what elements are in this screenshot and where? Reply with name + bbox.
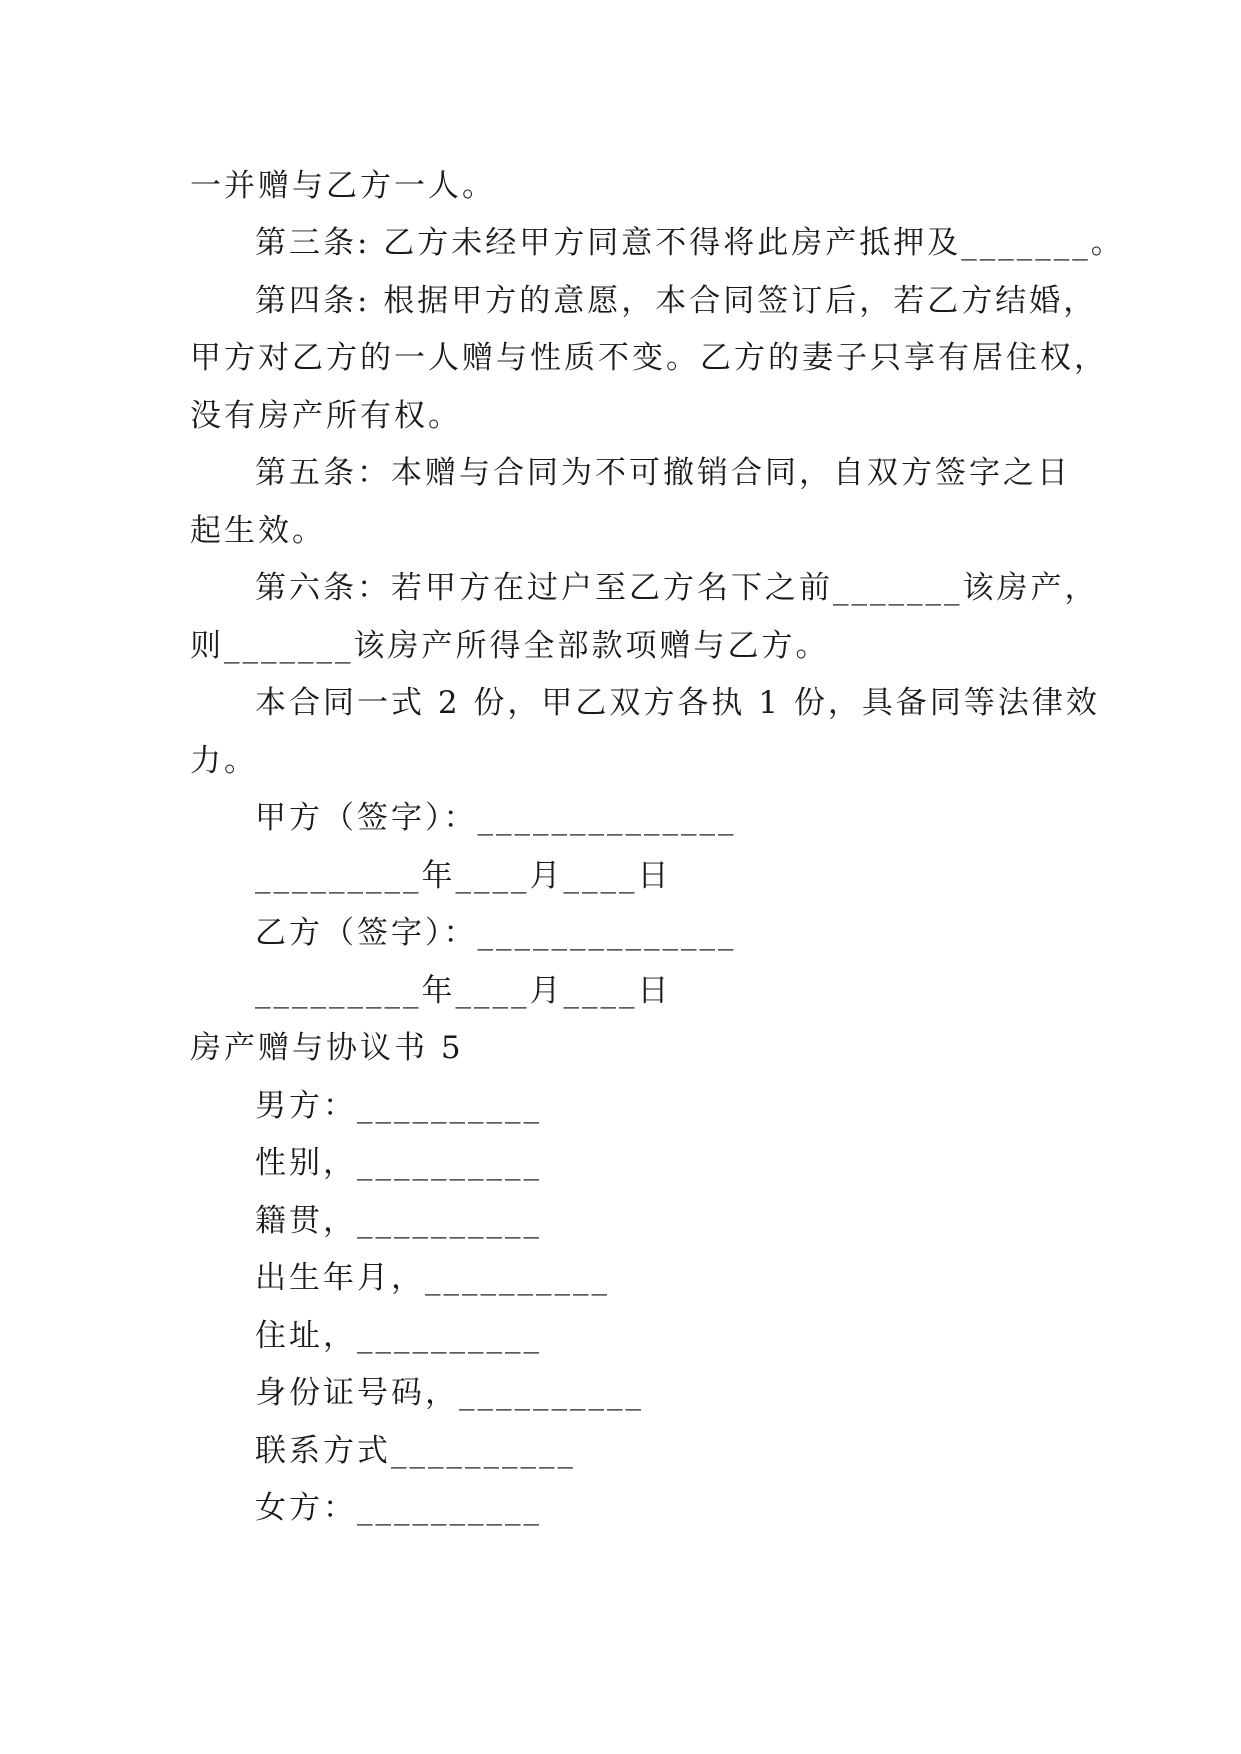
party-b-signature: 乙方（签字）：______________ xyxy=(255,915,737,951)
article-6: 第六条：若甲方在过户至乙方名下之前_______该房产， xyxy=(255,570,1099,606)
contact-field: 联系方式__________ xyxy=(255,1433,576,1469)
id-number-field: 身份证号码，__________ xyxy=(255,1375,644,1411)
party-a-signature: 甲方（签字）：______________ xyxy=(255,800,737,836)
text-line: 则_______该房产所得全部款项赠与乙方。 xyxy=(190,628,830,664)
text-line: 一并赠与乙方一人。 xyxy=(190,168,496,204)
party-a-date: _________年____月____日 xyxy=(255,858,672,894)
gender-field: 性别，__________ xyxy=(255,1145,542,1181)
party-b-date: _________年____月____日 xyxy=(255,973,672,1009)
section-title: 房产赠与协议书 5 xyxy=(190,1030,464,1066)
female-party-field: 女方：__________ xyxy=(255,1490,542,1526)
text-line: 起生效。 xyxy=(190,513,326,549)
text-line: 没有房产所有权。 xyxy=(190,398,462,434)
text-line: 甲方对乙方的一人赠与性质不变。乙方的妻子只享有居住权， xyxy=(190,340,1108,376)
birth-date-field: 出生年月，__________ xyxy=(255,1260,610,1296)
article-3: 第三条: 乙方未经甲方同意不得将此房产抵押及_______。 xyxy=(255,225,1125,261)
article-4: 第四条: 根据甲方的意愿，本合同签订后，若乙方结婚， xyxy=(255,283,1098,319)
address-field: 住址，__________ xyxy=(255,1318,542,1354)
native-place-field: 籍贯，__________ xyxy=(255,1203,542,1239)
text-line: 力。 xyxy=(190,743,258,779)
article-5: 第五条：本赠与合同为不可撤销合同，自双方签字之日 xyxy=(255,455,1071,491)
male-party-field: 男方：__________ xyxy=(255,1088,542,1124)
copies-clause: 本合同一式 2 份，甲乙双方各执 1 份，具备同等法律效 xyxy=(255,685,1100,721)
